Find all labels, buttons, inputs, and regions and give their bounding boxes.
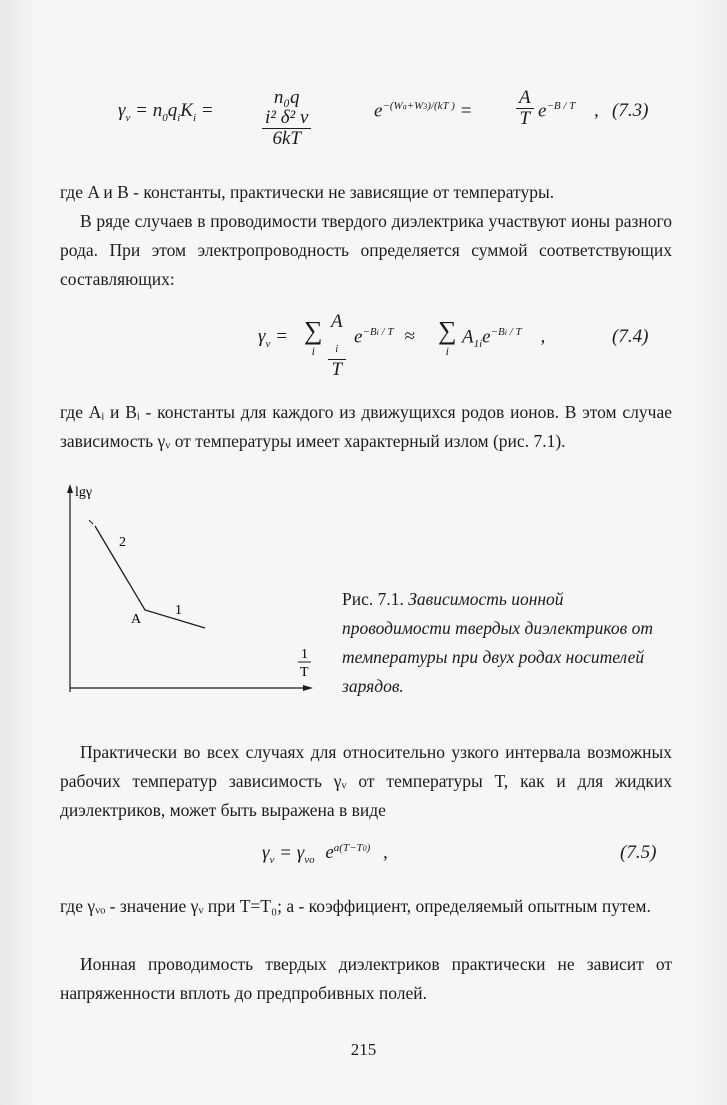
equation-number: (7.4) — [612, 326, 649, 347]
eq-fraction-numerator-tail: i² δ² ν — [265, 107, 309, 128]
eq-exponent: −B / T — [546, 100, 576, 112]
eq-comma: , — [540, 326, 546, 348]
eq-symbol: γ — [258, 326, 266, 347]
eq-exponent-sub: 0 — [362, 844, 367, 853]
x-axis-label-numerator: 1 — [301, 647, 308, 662]
paragraph-text: где A и B - константы, практически не зависящие от температуры. — [60, 182, 555, 202]
eq-subscript: i — [177, 111, 181, 124]
eq-comma: , — [594, 100, 599, 122]
page-number: 215 — [350, 1040, 377, 1059]
eq-equals: = — [279, 842, 292, 864]
eq-term: A — [462, 326, 474, 348]
eq-equals: = — [459, 100, 473, 122]
eq-fraction-numerator: A — [516, 88, 534, 109]
eq-approx: ≈ — [404, 326, 415, 348]
equation-7-3: $\gamma_v = n_0q_iK_i$ = n₀q i² δ² ν 6kT $e^{-(Wa+W3)/(kT )}$ = $\frac{A}{T}$ $e^{-B / T}$ , (7.3) — [118, 87, 649, 149]
paragraph-text: Ионная проводимость твердых диэлектриков практически не зависит от напряженности вплоть до предпробивных полей. — [60, 954, 672, 1003]
eq-fraction-denominator: 6kT — [272, 128, 301, 149]
equation-7-5 — [0, 836, 727, 896]
eq-exponential: e — [538, 100, 547, 122]
eq-equals: = — [275, 326, 288, 347]
figure-plot — [55, 480, 335, 710]
eq-term: = n — [135, 100, 163, 121]
equation-number: (7.3) — [612, 100, 649, 121]
eq-fraction-2 — [516, 88, 534, 129]
paragraph-text: В ряде случаев в проводимости твердого диэлектрика участвуют ионы разного рода. При этом электропроводность определяется суммой соответствующих составляющих: — [60, 211, 672, 289]
eq-sum-1 — [304, 318, 323, 359]
x-axis-label-denominator: T — [300, 665, 309, 680]
paragraph-text: где γᵥₒ - значение γᵥ при T=T₀; a - коэффициент, определяемый опытным путем. — [60, 896, 651, 916]
eq-symbol: γ — [118, 100, 126, 121]
paragraph-text: где Aᵢ и Bᵢ - константы для каждого из движущихся родов ионов. В этом случае зависимость γᵥ от температуры имеет характерный излом (рис. 7.1). — [60, 402, 672, 451]
eq-exponential: e — [374, 100, 383, 122]
eq-exponent-sub: i — [504, 328, 507, 337]
point-a-label: A — [131, 612, 142, 627]
paragraph-4 — [60, 738, 672, 825]
sum-index: i — [311, 344, 315, 358]
eq-exponential: e — [482, 326, 491, 348]
eq-fraction-1 — [262, 88, 311, 149]
eq-exponent: / T — [507, 326, 522, 338]
eq-term: q — [167, 100, 178, 121]
eq-subscript: 1i — [473, 338, 483, 351]
paragraph-2 — [60, 207, 672, 294]
paragraph-6 — [60, 950, 672, 1008]
eq-comma: , — [383, 842, 388, 864]
sum-symbol: ∑ — [438, 316, 457, 345]
sum-index: i — [445, 344, 449, 358]
eq-fraction — [328, 312, 346, 380]
eq-exponent-sub: a — [402, 102, 407, 111]
eq-subscript: v — [265, 337, 271, 350]
sum-symbol: ∑ — [304, 316, 323, 345]
figure-caption — [342, 585, 672, 701]
eq-term: K — [180, 100, 193, 121]
caption-label: Рис. 7.1. — [342, 589, 404, 609]
eq-exponential: e — [354, 326, 363, 348]
caption-text: Зависимость ионной проводимости твердых диэлектриков от температуры при двух родах носителей зарядов. — [342, 589, 653, 696]
paragraph-5 — [60, 892, 672, 921]
eq-subscript: v — [269, 854, 275, 867]
eq-exponent: −B — [362, 326, 377, 338]
y-axis-label: lgγ — [75, 485, 93, 500]
equation-number: (7.5) — [620, 842, 657, 863]
paragraph-3 — [60, 398, 672, 456]
eq-subscript: 0 — [162, 111, 168, 124]
eq-exponent: −(W — [382, 100, 403, 112]
line-2-label: 2 — [119, 535, 126, 550]
x-axis-arrow-icon — [303, 685, 313, 691]
paragraph-text: Практически во всех случаях для относительно узкого интервала возможных рабочих температур зависимость γᵥ от температуры T, как и для жидких диэлектриков, может быть выражена в виде — [60, 742, 672, 820]
y-axis-arrow-icon — [67, 484, 73, 493]
eq-subscript: v — [125, 111, 131, 124]
eq-subscript: vo — [304, 854, 315, 867]
eq-exponent: ) — [366, 842, 371, 854]
eq-exponent-sub: i — [376, 328, 379, 337]
eq-sum-2 — [438, 318, 457, 359]
eq-fraction-numerator: A — [331, 311, 343, 332]
eq-fraction-numerator: n₀q — [273, 87, 300, 108]
paragraph-1 — [60, 178, 672, 207]
eq-fraction-denominator: T — [519, 108, 531, 129]
eq-exponent: +W — [406, 100, 424, 112]
curve-tick — [89, 520, 93, 524]
eq-exponent: / T — [378, 326, 394, 338]
eq-exponent: )/(kT ) — [427, 100, 455, 112]
eq-symbol: γ — [262, 842, 270, 864]
eq-exponent: a(T−T — [333, 842, 363, 854]
line-1-label: 1 — [175, 603, 182, 618]
eq-exponential: e — [325, 842, 334, 864]
eq-subscript: i — [335, 342, 339, 355]
eq-exponent-sub: 3 — [423, 102, 428, 111]
eq-subscript: i — [192, 111, 197, 124]
eq-symbol: γ — [296, 842, 305, 864]
eq-exponent: −B — [490, 326, 505, 338]
equation-7-4 — [0, 310, 727, 380]
curve — [95, 526, 205, 628]
eq-fraction-denominator: T — [331, 358, 343, 380]
figure-7-1 — [55, 480, 335, 710]
